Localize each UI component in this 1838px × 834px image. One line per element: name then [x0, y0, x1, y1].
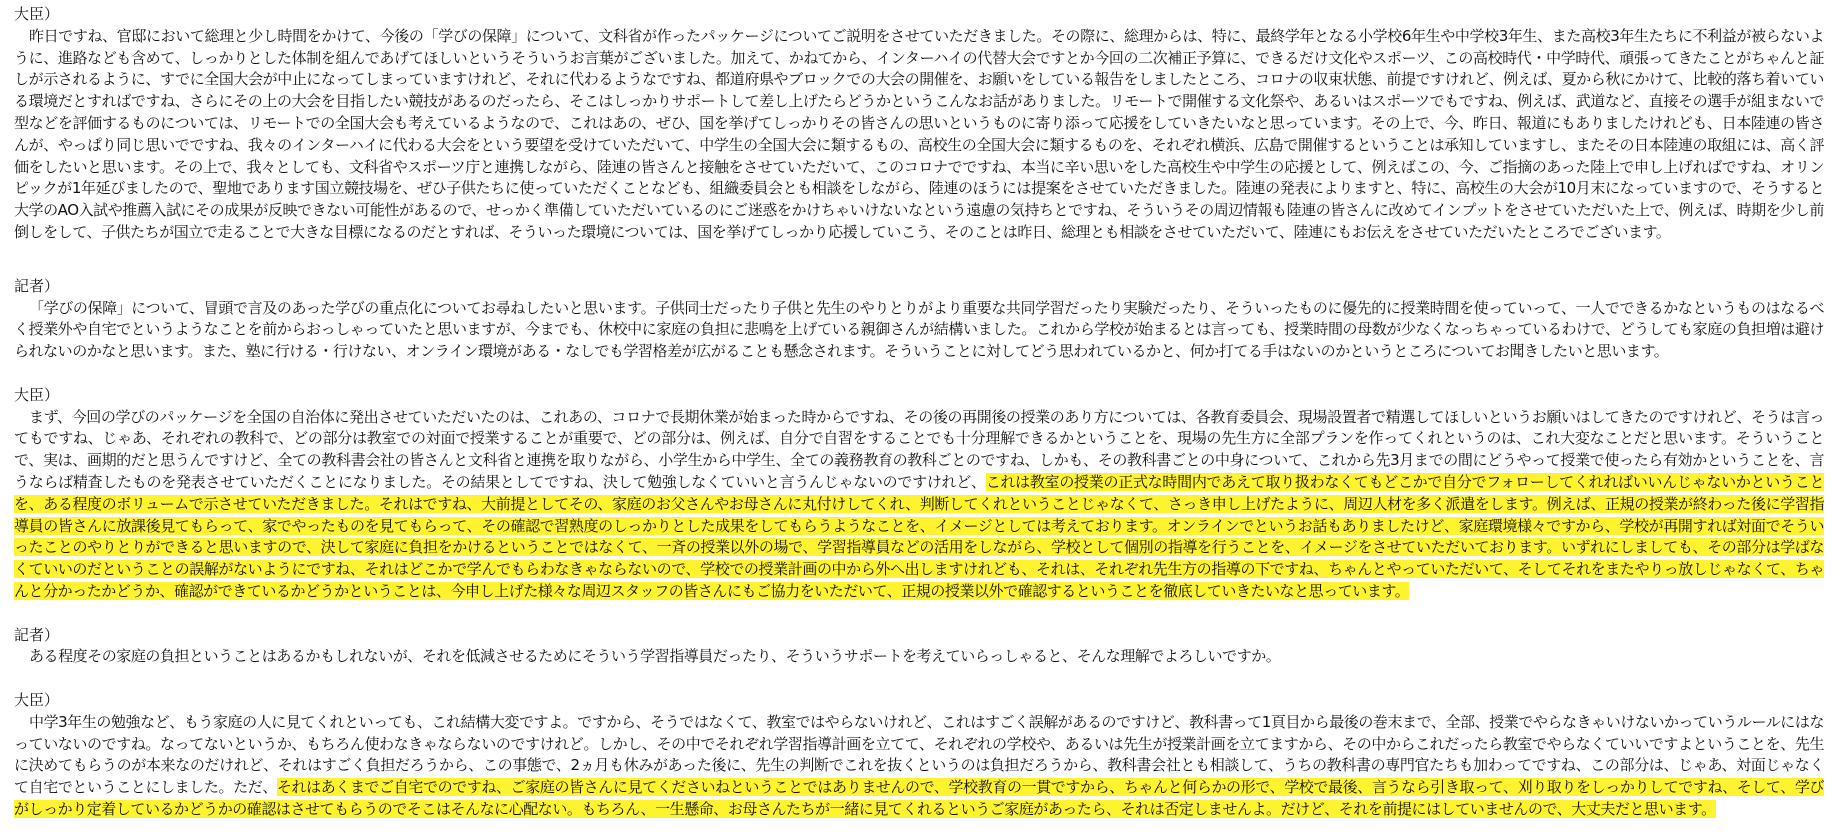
question-paragraph — [14, 298, 1824, 363]
answer-text: まず、今回の学びのパッケージを全国の自治体に発出させていただいたのは、これあの、コロナで長期休業が始まった時からですね、その後の再開後の授業のあり方については、各教育委員会、現場設置者で精選してほしいというお願いはしてきたのですけれど、そうは言ってもですね、じゃあ、それぞれの教科で、どの部分は教室での対面で授業することが重要で、どの部分は、例えば、自分で自習をすることでも十分理解できるかということを、現場の先生方に全部プランを作ってくれというのは、これ大変なことだと思います。そういうことで、実は、画期的だと思うんですけど、全ての教科書会社の皆さんと文科省と連携を取りながら、小学生から中学生、全ての義務教育の教科ごとのですね、しかも、その教科書ごとの中身について、これから先3月までの間にどうやって授業で使ったら有効かということを、言うならば精査したものを発表させていただくことになりました。その結果としてですね、決して勉強しなくていいと言うんじゃないのですけれど、 — [14, 407, 1824, 491]
question-paragraph — [14, 646, 1824, 668]
speaker-label: 大臣） — [14, 5, 60, 23]
speaker-label: 記者） — [14, 625, 60, 644]
statement-paragraph — [14, 26, 1824, 244]
question-block — [14, 276, 1824, 363]
answer-block — [14, 690, 1824, 821]
question-text: ある程度その家庭の負担ということはあるかもしれないが、それを低減させるためにそういう学習指導員だったり、そういうサポートを考えていらっしゃると、そんな理解でよろしいですか。 — [29, 647, 1281, 666]
speaker-label: 大臣） — [14, 690, 60, 709]
highlighted-passage: これは教室の授業の正式な時間内であえて取り扱わなくてもどこかで自分でフォローしてくれればいいんじゃないかということを、ある程度のボリュームで示させていただきました。それはですね、大前提としてその、家庭のお父さんやお母さんに丸付けしてくれ、判断してくれということじゃなくて、さっき申し上げたように、周辺人材を多く派遣をします。例えば、正規の授業が終わった後に学習指導員の皆さんに放課後見てもらって、家でやったものを見てもらって、その確認で習熟度のしっかりとした成果をしてもらうようなことを、イメージとしては考えております。オンラインでというお話もありましたけど、家庭環境様々ですから、学校が再開すれば対面でそういったことのやりとりができると思いますので、決して家庭に負担をかけるということではなくて、一斉の授業以外の場で、学習指導員などの活用をしながら、学校として個別の指導を行うことを、イメージをさせていただいております。いずれにしましても、その部分は学ばなくていいのだということの誤解がないようにですね、それはどこかで学んでもらわなきゃならないので、学校での授業計画の中から外へ出しますけれども、それは、それぞれ先生方の指導の下ですね、ちゃんとやっていただいて、そしてそれをまたやりっ放しじゃなくて、ちゃんと分かったかどうか、確認ができているかどうかということは、今申し上げた様々な周辺スタッフの皆さんにもご協力をいただいて、正規の授業以外で確認するということを徹底していきたいなと思っています。 — [14, 472, 1825, 600]
question-text: 「学びの保障」について、冒頭で言及のあった学びの重点化についてお尋ねしたいと思います。子供同士だったり子供と先生のやりとりがより重要な共同学習だったり実験だったり、そういったものに優先的に授業時間を使っていって、一人でできるかなというものはなるべく授業外や自宅でというようなことを前からおっしゃっていたと思いますが、今までも、休校中に家庭の負担に悲鳴を上げている親御さんが結構いました。これから学校が始まるとは言っても、授業時間の母数が少なくなっちゃっているわけで、どうしても家庭の負担増は避けられないのかなと思います。また、塾に行ける・行けない、オンライン環境がある・なしでも学習格差が広がることも懸念されます。そういうことに対してどう思われているかと、何か打てる手はないのかというところについてお聞きしたいと思います。 — [14, 298, 1824, 361]
speaker-label: 記者） — [14, 276, 60, 295]
highlighted-passage: それはあくまでご自宅でのですね、ご家庭の皆さんに見てくださいねということではありませんので、学校教育の一貫ですから、ちゃんと何らかの形で、学校で最後、言うなら引き取って、刈り取りをしっかりしてですね、そして、学びがしっかり定着しているかどうかの確認はさせてもらうのでそこはそんなに心配ない。もちろん、一生懸命、お母さんたちが一緒に見てくれるというご家庭があったら、それは否定しませんよ。だけど、それを前提にはしていませんので、大丈夫だと思います。 — [14, 778, 1824, 818]
statement-text: 昨日ですね、官邸において総理と少し時間をかけて、今後の「学びの保障」について、文科省が作ったパッケージについてご説明をさせていただきました。その際に、総理からは、特に、最終学年となる小学校6年生や中学校3年生、また高校3年生たちに不利益が被らないように、進路なども含めて、しっかりとした体制を組んであげてほしいというそういうお言葉がございました。加えて、かねてから、インターハイの代替大会ですとか今回の二次補正予算に、できるだけ文化やスポーツ、この高校時代・中学時代、頑張ってきたことがちゃんと証しが示されるように、すでに全国大会が中止になってしまっていますけれど、それに代わるようなですね、都道府県やブロックでの大会の開催を、お願いをしている報告をしましたところ、コロナの収束状態、前提ですけれど、例えば、夏から秋にかけて、比較的落ち着いている環境だとすればですね、さらにその上の大会を目指したい競技があるのだったら、そこはしっかりサポートして差し上げたらどうかというこんなお話がありました。リモートで開催する文化祭や、あるいはスポーツでもですね、例えば、武道など、直接その選手が組まないで型などを評価するものについては、リモートでの全国大会も考えているようなので、これはあの、ぜひ、国を挙げてしっかりその皆さんの思いというものに寄り添って応援をしていきたいなと思っています。その上で、今、昨日、報道にもありましたけれども、日本陸連の皆さんが、やっぱり同じ思いでですね、我々のインターハイに代わる大会をという要望を受けていただいて、中学生の全国大会に類するもの、高校生の全国大会に類するものを、それぞれ横浜、広島で開催するということは承知していますし、またその日本陸連の取組には、高く評価をしたいと思います。その上で、我々としても、文科省やスポーツ庁と連携しながら、陸連の皆さんと接触をさせていただいて、このコロナでですね、本当に辛い思いをした高校生や中学生の応援として、例えばこの、今、ご指摘のあった陸上で申し上げればですね、オリンピックが1年延びましたので、聖地であります国立競技場を、ぜひ子供たちに使っていただくことなども、組織委員会とも相談をしながら、陸連のほうには提案をさせていただきました。陸連の発表によりますと、特に、高校生の大会が10月末になっていますので、そうすると大学のAO入試や推薦入試にその成果が反映できない可能性があるので、せっかく準備していただいているのにご迷惑をかけちゃいけないなという遠慮の気持ちとですね、そういうその周辺情報も陸連の皆さんに改めてインプットをさせていただいた上で、例えば、時期を少し前倒しをして、子供たちが国立で走ることで大きな目標になるのだとすれば、そういった環境については、国を挙げてしっかり応援していこう、そのことは昨日、総理とも相談をさせていただいて、陸連にもお伝えをさせていただいたところでございます。 — [14, 26, 1824, 241]
question-block — [14, 625, 1824, 669]
answer-paragraph — [14, 712, 1824, 821]
answer-block — [14, 385, 1824, 603]
answer-paragraph — [14, 407, 1824, 603]
statement-block — [14, 4, 1824, 244]
answer-text: 中学3年生の勉強など、もう家庭の人に見てくれといっても、これ結構大変ですよ。ですから、そうではなくて、教室ではやらないけれど、これはすごく誤解があるのですけど、教科書って1頁目から最後の巻末まで、全部、授業でやらなきゃいけないかっていうルールにはなっていないのですね。なってないというか、もちろん使わなきゃならないのですけれど。しかし、その中でそれぞれ学習指導計画を立てて、それぞれの学校や、あるいは先生が授業計画を立てますから、その中からこれだったら教室でやらなくていいですよということを、先生に決めてもらうのが本来なのだけれど、それはすごく負担だろうから、この事態で、2ヵ月も休みがあった後に、先生の判断でこれを抜くというのは負担だろうから、教科書会社とも相談して、うちの教科書の専門官たちも加わってですね、この部分は、じゃあ、対面じゃなくて自宅でということにしました。ただ、 — [14, 712, 1824, 797]
speaker-label: 大臣） — [14, 385, 60, 404]
